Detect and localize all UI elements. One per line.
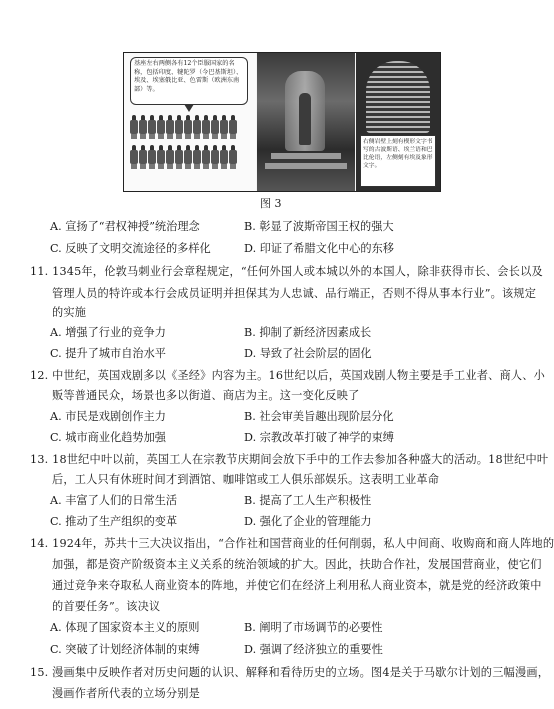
subject-nation-figure xyxy=(184,115,192,139)
q11-stem-line: 管理人员的特许或本行会成员证明并担保其为人忠诚、品行端正，否则不得从事本行业”。该规定 xyxy=(52,287,537,300)
q13-option-c: C. 推动了生产组织的变革 xyxy=(50,515,178,528)
q10-option-b: B. 彰显了波斯帝国王权的强大 xyxy=(244,220,394,233)
subject-nation-figure xyxy=(148,145,156,169)
figure-middle-panel xyxy=(257,53,355,191)
subject-nation-figure xyxy=(148,115,156,139)
q11-option-c: C. 提升了城市自治水平 xyxy=(50,347,166,360)
q11-stem-line: 11. 1345年，伦敦马刺业行会章程规定，“任何外国人或本城以外的本国人，除非获得市长、会长以及 xyxy=(30,265,543,278)
figure-3-image xyxy=(123,52,441,192)
subject-nation-figure xyxy=(166,115,174,139)
q12-stem-line: 12. 中世纪，英国戏剧多以《圣经》内容为主。16世纪以后，英国戏剧人物主要是手工业者、商人、小 xyxy=(30,369,546,382)
relief-step xyxy=(271,153,341,159)
relief-figure xyxy=(299,93,311,145)
q14-option-a: A. 体现了国家资本主义的原则 xyxy=(50,621,200,634)
inscription-carving xyxy=(366,61,430,133)
subject-nation-figure xyxy=(130,145,138,169)
q14-stem-line: 通过竞争来夺取私人商业资本的阵地，并使它们在经济上利用私人商业资本，就是党的经济政策中 xyxy=(52,579,542,592)
subject-nation-figure xyxy=(229,115,237,139)
q12-option-d: D. 宗教改革打破了神学的束缚 xyxy=(244,431,394,444)
q11-option-a: A. 增强了行业的竞争力 xyxy=(50,326,166,339)
subject-nation-figure xyxy=(193,145,201,169)
subject-nation-figure xyxy=(175,115,183,139)
q14-option-c: C. 突破了计划经济体制的束缚 xyxy=(50,643,200,656)
subject-nation-figure xyxy=(220,115,228,139)
figure-right-panel xyxy=(356,53,440,191)
q11-option-b: B. 抑制了新经济因素成长 xyxy=(244,326,372,339)
q11-option-d: D. 导致了社会阶层的固化 xyxy=(244,347,372,360)
figure-row-1 xyxy=(130,115,237,141)
q14-stem-line: 14. 1924年，苏共十三大决议指出，“合作社和国营商业的任何削弱，私人中间商、收购商和商人阵地的 xyxy=(30,537,554,550)
subject-nation-figure xyxy=(211,115,219,139)
figure-caption-box: 右侧岩壁上刻有楔形文字书写的古波斯语、埃兰语和巴比伦语，左侧刻有埃及象形文字。 xyxy=(360,135,436,187)
speech-bubble: 基座左右两侧各有12个臣服国家的名称，包括印度、犍陀罗（今巴基斯坦）、埃及、埃塞俄比亚、色雷斯（欧洲东南部）等。 xyxy=(130,57,248,105)
q10-option-a: A. 宣扬了“君权神授”统治理念 xyxy=(50,220,200,233)
q13-option-d: D. 强化了企业的管理能力 xyxy=(244,515,372,528)
subject-nation-figure xyxy=(193,115,201,139)
subject-nation-figure xyxy=(157,115,165,139)
subject-nation-figure xyxy=(184,145,192,169)
q13-option-b: B. 提高了工人生产积极性 xyxy=(244,494,372,507)
q10-option-c: C. 反映了文明交流途径的多样化 xyxy=(50,242,211,255)
subject-nation-figure xyxy=(220,145,228,169)
q14-stem-line: 加强，都是资产阶级资本主义关系的统治领域的扩大。因此，扶助合作社，发展国营商业，使它们 xyxy=(52,558,542,571)
q10-option-d: D. 印证了希腊文化中心的东移 xyxy=(244,242,394,255)
subject-nation-figure xyxy=(202,115,210,139)
q14-option-b: B. 阐明了市场调节的必要性 xyxy=(244,621,383,634)
q15-stem-line: 15. 漫画集中反映作者对历史问题的认识、解释和看待历史的立场。图4是关于马歇尔计划的三幅漫画， xyxy=(30,666,550,679)
q14-option-d: D. 强调了经济独立的重要性 xyxy=(244,643,383,656)
subject-nation-figure xyxy=(139,145,147,169)
q12-stem-line: 贩等普通民众，场景也多以街道、商店为主。这一变化反映了 xyxy=(52,389,360,402)
subject-nation-figure xyxy=(211,145,219,169)
subject-nation-figure xyxy=(130,115,138,139)
q15-stem-line: 漫画作者所代表的立场分别是 xyxy=(52,687,201,700)
subject-nation-figure xyxy=(166,145,174,169)
q12-option-c: C. 城市商业化趋势加强 xyxy=(50,431,166,444)
subject-nation-figure xyxy=(202,145,210,169)
figure-row-2 xyxy=(130,145,237,171)
subject-nation-figure xyxy=(157,145,165,169)
speech-bubble-tail xyxy=(184,104,194,112)
q13-stem-line: 13. 18世纪中叶以前，英国工人在宗教节庆期间会放下手中的工作去参加各种盛大的活动。18世纪中叶 xyxy=(30,453,549,466)
subject-nation-figure xyxy=(139,115,147,139)
subject-nation-figure xyxy=(229,145,237,169)
q14-stem-line: 的首要任务”。该决议 xyxy=(52,600,161,613)
figure-label: 图 3 xyxy=(260,197,282,210)
subject-nation-figure xyxy=(175,145,183,169)
q12-option-a: A. 市民是戏剧创作主力 xyxy=(50,410,166,423)
q13-option-a: A. 丰富了人们的日常生活 xyxy=(50,494,178,507)
q11-stem-line: 的实施 xyxy=(52,306,87,319)
q13-stem-line: 后，工人只有休班时间才到酒馆、咖啡馆或工人俱乐部娱乐。这表明工业革命 xyxy=(52,473,440,486)
q12-option-b: B. 社会审美旨趣出现阶层分化 xyxy=(244,410,394,423)
figure-left-panel xyxy=(124,53,256,191)
relief-step xyxy=(265,163,347,169)
